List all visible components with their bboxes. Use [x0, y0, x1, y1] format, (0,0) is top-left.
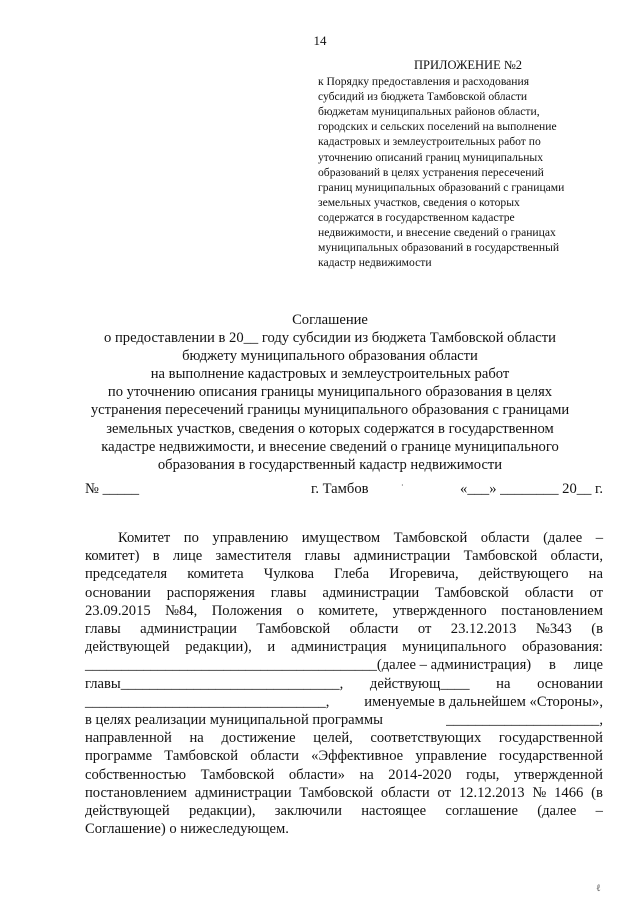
body-word: в	[548, 657, 556, 674]
agreement-body	[85, 529, 603, 838]
body-word: на	[359, 766, 374, 783]
appendix-line: уточнению описаний границ муниципальных	[318, 150, 543, 164]
agreement-subtitle-line: на выполнение кадастровых и землеустроительных работ	[150, 366, 510, 383]
body-line	[85, 784, 603, 802]
body-word: от	[417, 621, 432, 638]
body-word: 1466	[554, 784, 584, 801]
body-word: направленной	[85, 730, 172, 747]
body-word: программе	[85, 748, 153, 765]
body-word: и	[267, 639, 276, 656]
appendix-line: содержатся в государственном кадастре	[318, 210, 515, 224]
body-word: области	[480, 530, 530, 546]
body-word: –	[595, 803, 603, 820]
body-word: о	[296, 602, 304, 619]
body-word: администрации	[140, 621, 237, 638]
body-word: Тамбовской	[299, 784, 374, 801]
body-word: от	[437, 784, 452, 801]
body-word: Глеба	[334, 566, 370, 583]
body-word: Игоревича,	[389, 566, 459, 583]
body-word: заместителя	[215, 548, 292, 565]
body-word: 23.12.2013	[450, 621, 517, 638]
body-word: на	[496, 675, 511, 692]
body-word: именуемые в дальнейшем «Стороны»,	[364, 693, 603, 710]
body-line	[85, 711, 603, 729]
body-word: 23.09.2015	[85, 602, 151, 619]
body-word: области»	[288, 766, 345, 783]
body-line	[85, 820, 603, 838]
body-line	[85, 602, 603, 620]
body-word: комитет)	[85, 548, 140, 565]
agreement-subtitle-line: устранения пересечений границы муниципального образования с границами	[90, 402, 570, 419]
body-word: 2014-2020	[388, 766, 452, 783]
body-word: _________________________________,	[85, 693, 330, 710]
body-word: на	[189, 730, 204, 747]
body-line	[85, 766, 603, 784]
body-word: соглашение	[445, 803, 518, 820]
agreement-subtitle	[60, 329, 600, 474]
body-word: _____________________,	[446, 712, 603, 729]
body-word: Тамбовской	[463, 548, 538, 565]
agreement-subtitle-line: по уточнению описания границы муниципального образования в целях	[107, 384, 553, 401]
body-word: годы,	[466, 766, 500, 783]
stray-dot: ·	[401, 481, 404, 490]
body-word: утвержденного	[392, 602, 487, 619]
agreement-city: г. Тамбов	[311, 481, 369, 497]
body-word: государственной	[498, 748, 603, 765]
body-word: Комитет	[118, 530, 171, 546]
body-word: от	[589, 584, 603, 601]
body-word: ________________________________________(далее – администрация)	[85, 657, 532, 674]
body-word: основании	[537, 675, 603, 692]
body-word: (далее	[543, 530, 583, 546]
body-line	[85, 693, 603, 711]
body-word: (в	[591, 784, 603, 801]
body-line	[85, 638, 603, 656]
body-word: в целях реализации муниципальной программы	[85, 712, 383, 729]
agreement-meta-row	[85, 481, 603, 501]
body-word: Тамбовской	[256, 621, 331, 638]
body-word: управление	[415, 748, 487, 765]
appendix-line: кадастр недвижимости	[318, 256, 432, 270]
agreement-subtitle-line: кадастре недвижимости, и внесение сведений о границе муниципального	[101, 438, 559, 455]
body-word: комитете,	[318, 602, 379, 619]
appendix-line: субсидий из бюджета Тамбовской области	[318, 90, 528, 104]
body-word: Положения	[211, 602, 283, 619]
appendix-header	[318, 58, 618, 270]
body-line	[85, 675, 603, 693]
body-word: председателя	[85, 566, 168, 583]
body-word: постановлением	[501, 602, 603, 619]
body-line	[85, 565, 603, 583]
body-line	[85, 802, 603, 820]
body-word: администрация	[290, 639, 387, 656]
body-word: (в	[591, 621, 603, 638]
appendix-line: границ муниципальных образований с границами	[318, 180, 565, 194]
body-word: Тамбовской	[393, 530, 468, 546]
body-word: Чулкова	[263, 566, 314, 583]
body-word: главы______________________________,	[85, 675, 344, 692]
body-word: на	[588, 566, 603, 583]
corner-handwritten-mark: ℓ	[596, 883, 601, 894]
body-word: достижение	[221, 730, 296, 747]
body-word: заключили	[274, 803, 342, 820]
body-word: Тамбовской	[435, 584, 509, 601]
agreement-title: Соглашение	[292, 312, 368, 328]
body-word: №	[532, 784, 547, 801]
body-line	[85, 584, 603, 602]
agreement-heading	[60, 311, 600, 474]
body-word: государственной	[498, 730, 603, 747]
appendix-line: муниципальных образований в государственный	[318, 241, 560, 255]
body-word: области,	[550, 548, 603, 565]
body-word: действующей	[85, 639, 170, 656]
body-word: целей,	[313, 730, 353, 747]
body-word: «Эффективное	[311, 748, 404, 765]
body-word: администрации	[194, 784, 292, 801]
body-word: действующ____	[369, 675, 470, 692]
body-word: собственностью	[85, 766, 187, 783]
agreement-subtitle-line: бюджету муниципального образования области	[182, 348, 478, 365]
agreement-subtitle-line: земельных участков, сведения о которых содержатся в государственном	[106, 420, 554, 437]
body-word: главы	[270, 584, 307, 601]
body-word: основании	[85, 584, 151, 601]
body-word: главы	[304, 548, 341, 565]
agreement-subtitle-line: образования в государственный кадастр недвижимости	[157, 456, 503, 473]
body-word: главы	[85, 621, 121, 638]
body-word: области	[349, 621, 399, 638]
body-line	[85, 529, 603, 547]
body-word: Тамбовской	[200, 766, 275, 783]
body-word: области	[250, 748, 299, 765]
body-word: комитета	[187, 566, 244, 583]
body-word: соответствующих	[370, 730, 482, 747]
body-word: постановлением	[85, 784, 187, 801]
appendix-line: к Порядку предоставления и расходования	[318, 75, 530, 89]
body-word: по	[183, 530, 199, 546]
body-line	[85, 729, 603, 747]
body-word: области	[380, 784, 430, 801]
agreement-subtitle-line: о предоставлении в 20__ году субсидии из бюджета Тамбовской области	[104, 330, 556, 347]
body-word: администрации	[322, 584, 420, 601]
agreement-number: № _____	[85, 481, 140, 497]
appendix-line: городских и сельских поселений на выполнение	[318, 120, 557, 134]
appendix-title: ПРИЛОЖЕНИЕ №2	[413, 58, 523, 72]
body-word: действующей	[85, 803, 170, 820]
body-word: Соглашение) о нижеследующем.	[85, 821, 289, 838]
appendix-line: образований в целях устранения пересечений	[318, 165, 544, 179]
body-word: администрации	[353, 548, 451, 565]
body-word: лице	[573, 657, 603, 674]
body-line	[85, 620, 603, 638]
body-word: –	[595, 530, 603, 546]
body-word: (далее	[537, 803, 577, 820]
page-number: 14	[313, 33, 327, 48]
body-word: имуществом	[301, 530, 381, 546]
appendix-line: недвижимости, и внесение сведений о границах	[318, 226, 556, 240]
body-word: №84,	[165, 602, 198, 619]
body-word: 12.12.2013	[458, 784, 525, 801]
body-word: утвержденной	[513, 766, 603, 783]
body-word: муниципального	[402, 639, 507, 656]
agreement-date: «___» ________ 20__ г.	[460, 481, 603, 497]
body-word: редакции),	[185, 639, 252, 656]
body-word: распоряжения	[166, 584, 255, 601]
body-word: редакции),	[188, 803, 256, 820]
body-word: Тамбовской	[164, 748, 239, 765]
body-line	[85, 656, 603, 674]
body-line	[85, 747, 603, 765]
body-word: действующего	[478, 566, 569, 583]
body-word: образования:	[521, 639, 603, 656]
body-word: №343	[535, 621, 572, 638]
appendix-line: бюджетам муниципальных районов области,	[318, 105, 540, 119]
body-word: управлению	[212, 530, 289, 546]
body-word: лице	[172, 548, 203, 565]
appendix-line: земельных участков, сведения о которых	[318, 195, 520, 209]
body-line	[85, 547, 603, 565]
body-word: в	[152, 548, 160, 565]
body-word: области	[524, 584, 574, 601]
body-word: настоящее	[361, 803, 427, 820]
appendix-line: кадастровых и землеустроительных работ по	[318, 135, 541, 149]
appendix-lines	[318, 74, 618, 270]
